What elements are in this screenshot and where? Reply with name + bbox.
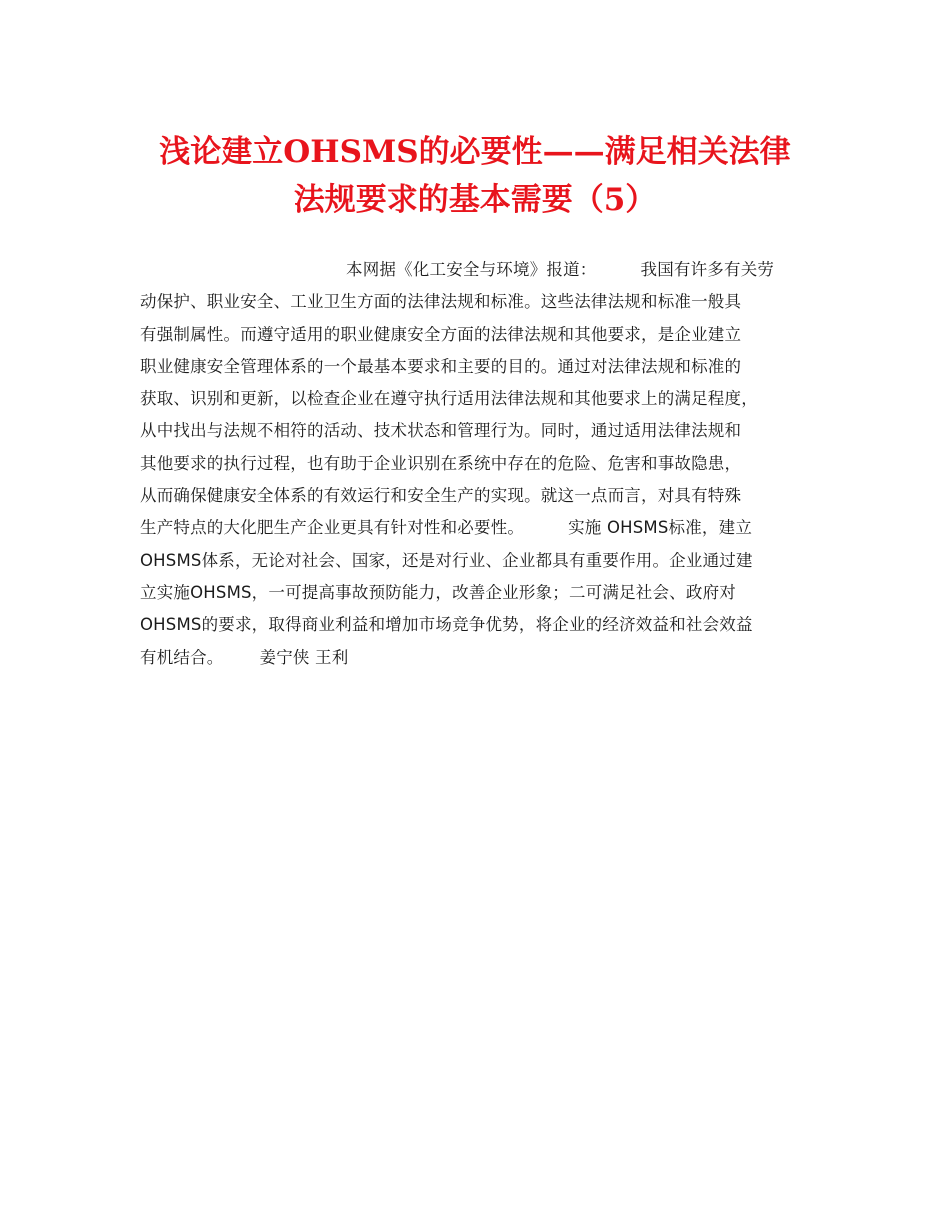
body-line: 有强制属性。而遵守适用的职业健康安全方面的法律法规和其他要求，是企业建立	[140, 324, 742, 344]
title-line-1: 浅论建立OHSMS的必要性——满足相关法律	[159, 134, 791, 170]
body-line: 从中找出与法规不相符的活动、技术状态和管理行为。同时，通过适用法律法规和	[140, 421, 742, 441]
body-line: 动保护、职业安全、工业卫生方面的法律法规和标准。这些法律法规和标准一般具	[140, 292, 742, 312]
body-line: 从而确保健康安全体系的有效运行和安全生产的实现。就这一点而言，对具有特殊	[140, 486, 742, 506]
author-names: 姜宁侠 王利	[259, 647, 349, 667]
body-line: 其他要求的执行过程，也有助于企业识别在系统中存在的危险、危害和事故隐患，	[140, 453, 742, 473]
body-line: 获取、识别和更新，以检查企业在遵守执行适用法律法规和其他要求上的满足程度，	[140, 389, 758, 409]
body-line: OHSMS的要求，取得商业利益和增加市场竞争优势，将企业的经济效益和社会效益	[140, 615, 753, 635]
body-line: 职业健康安全管理体系的一个最基本要求和主要的目的。通过对法律法规和标准的	[140, 356, 742, 376]
article-body	[140, 254, 820, 674]
title-line-2: 法规要求的基本需要（5）	[293, 182, 657, 218]
body-line	[140, 254, 820, 286]
body-line: OHSMS体系，无论对社会、国家，还是对行业、企业都具有重要作用。企业通过建	[140, 550, 753, 570]
source-prefix: 本网据《化工安全与环境》报道：	[346, 260, 597, 279]
document-title	[140, 128, 810, 224]
body-line: 立实施OHSMS，一可提高事故预防能力，改善企业形象；二可满足社会、政府对	[140, 582, 736, 602]
body-text: 生产特点的大化肥生产企业更具有针对性和必要性。	[140, 518, 525, 538]
body-text: 我国有许多有关劳	[640, 260, 775, 279]
body-line	[140, 642, 820, 674]
body-text: 实施 OHSMS标准，建立	[568, 518, 753, 538]
body-text: 有机结合。	[140, 647, 224, 667]
body-line	[140, 512, 820, 544]
